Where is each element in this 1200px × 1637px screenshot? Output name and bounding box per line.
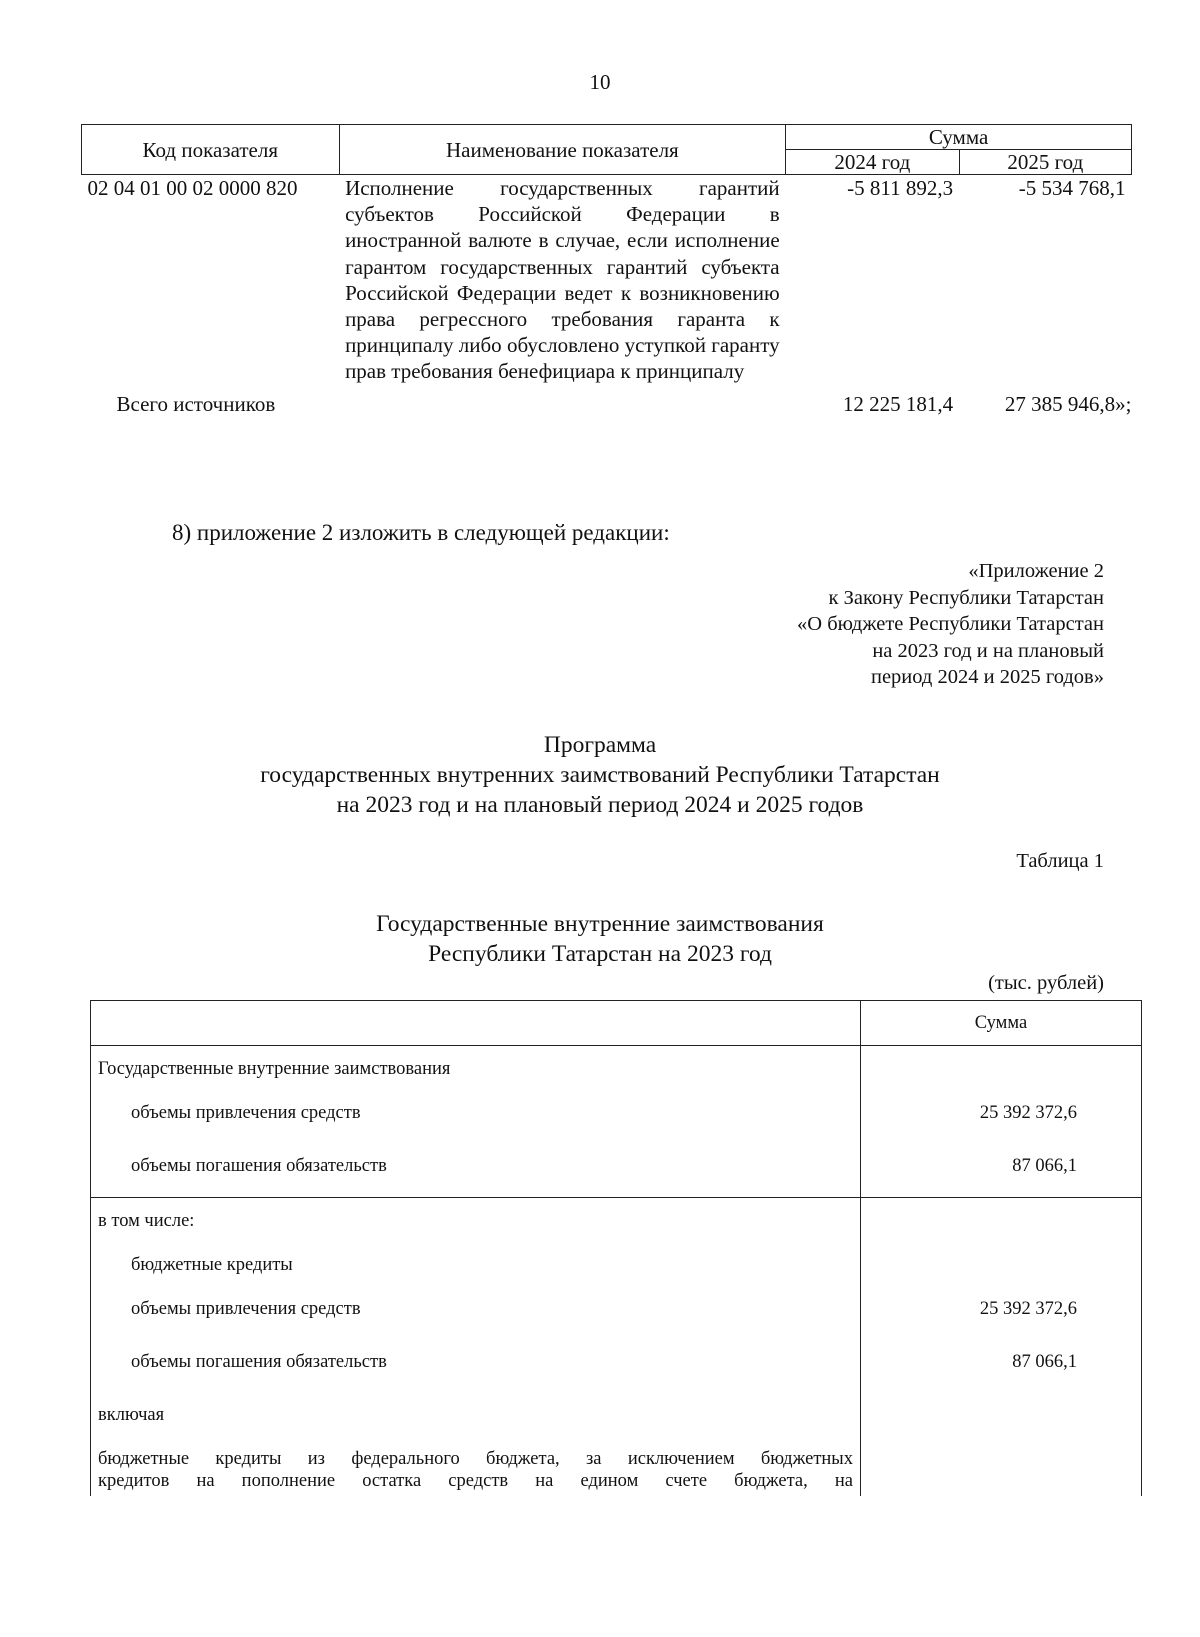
- header-name: Наименование показателя: [339, 125, 786, 175]
- row-label: объемы привлечения средств: [131, 1299, 361, 1319]
- row-value: 87 066,1: [861, 1124, 1142, 1198]
- row-label: объемы погашения обязательств: [131, 1156, 387, 1176]
- section-title: Государственные внутренние заимствования: [91, 1046, 861, 1081]
- annex-reference: [584, 558, 1104, 691]
- value-2025: -5 534 768,1: [1018, 176, 1126, 200]
- total-2025: 27 385 946,8»;: [1004, 391, 1132, 416]
- annex-line: «О бюджете Республики Татарстан: [797, 613, 1104, 635]
- units-label: (тыс. рублей): [988, 972, 1104, 994]
- program-title: [0, 730, 1200, 820]
- total-label: Всего источников: [116, 391, 276, 416]
- page-number: 10: [589, 70, 611, 94]
- header-year-2025: 2025 год: [959, 150, 1131, 175]
- row-value: 87 066,1: [861, 1320, 1142, 1373]
- row-value: 25 392 372,6: [861, 1080, 1142, 1124]
- table-heading: [0, 909, 1200, 969]
- table-caption: Таблица 1: [1016, 850, 1104, 872]
- total-row: [82, 385, 1132, 417]
- annex-line: к Закону Республики Татарстан: [828, 586, 1104, 609]
- header-year-2024: 2024 год: [786, 150, 959, 175]
- header-code: Код показателя: [82, 125, 340, 175]
- row-text: бюджетные кредиты из федерального бюджета, за исключением бюджетных: [98, 1449, 853, 1469]
- header-empty: [91, 1001, 861, 1046]
- table-heading-line: Государственные внутренние заимствования: [376, 911, 824, 937]
- header-sum: Сумма: [786, 125, 1132, 150]
- annex-line: период 2024 и 2025 годов»: [870, 666, 1104, 688]
- section-title: в том числе:: [91, 1198, 861, 1233]
- table-heading-line: Республики Татарстан на 2023 год: [428, 941, 772, 967]
- program-title-line: на 2023 год и на плановый период 2024 и 2025 годов: [336, 792, 864, 818]
- annex-line: на 2023 год и на плановый: [872, 639, 1104, 662]
- amendment-item: 8) приложение 2 изложить в следующей редакции:: [172, 520, 670, 545]
- indicator-code: 02 04 01 00 02 0000 820: [87, 176, 298, 200]
- indicator-name: Исполнение государственных гарантий субъектов Российской Федерации в иностранной валюте в случае, если исполнение гарантом государственных гарантий субъекта Российской Федерации ведет к возникновению права регрессного требования гаранта к принципалу либо обусловлено уступкой гаранту прав требования бенефициара к принципалу: [345, 176, 780, 384]
- program-title-line: Программа: [543, 732, 657, 758]
- value-2024: -5 811 892,3: [847, 176, 954, 200]
- borrowings-table: [90, 1000, 1142, 1496]
- program-title-line: государственных внутренних заимствований Республики Татарстан: [260, 762, 940, 788]
- annex-line: «Приложение 2: [968, 560, 1104, 582]
- row-label: включая: [91, 1373, 861, 1426]
- row-label: объемы погашения обязательств: [131, 1352, 387, 1372]
- row-text: кредитов на пополнение остатка средств на едином счете бюджета, на: [98, 1471, 853, 1491]
- row-label: бюджетные кредиты: [131, 1255, 293, 1275]
- total-2024: 12 225 181,4: [842, 391, 954, 416]
- row-value: 25 392 372,6: [861, 1276, 1142, 1320]
- header-sum: Сумма: [861, 1001, 1142, 1046]
- table-row: [82, 175, 1132, 385]
- sources-table: [81, 124, 1132, 417]
- row-label: объемы привлечения средств: [131, 1103, 361, 1123]
